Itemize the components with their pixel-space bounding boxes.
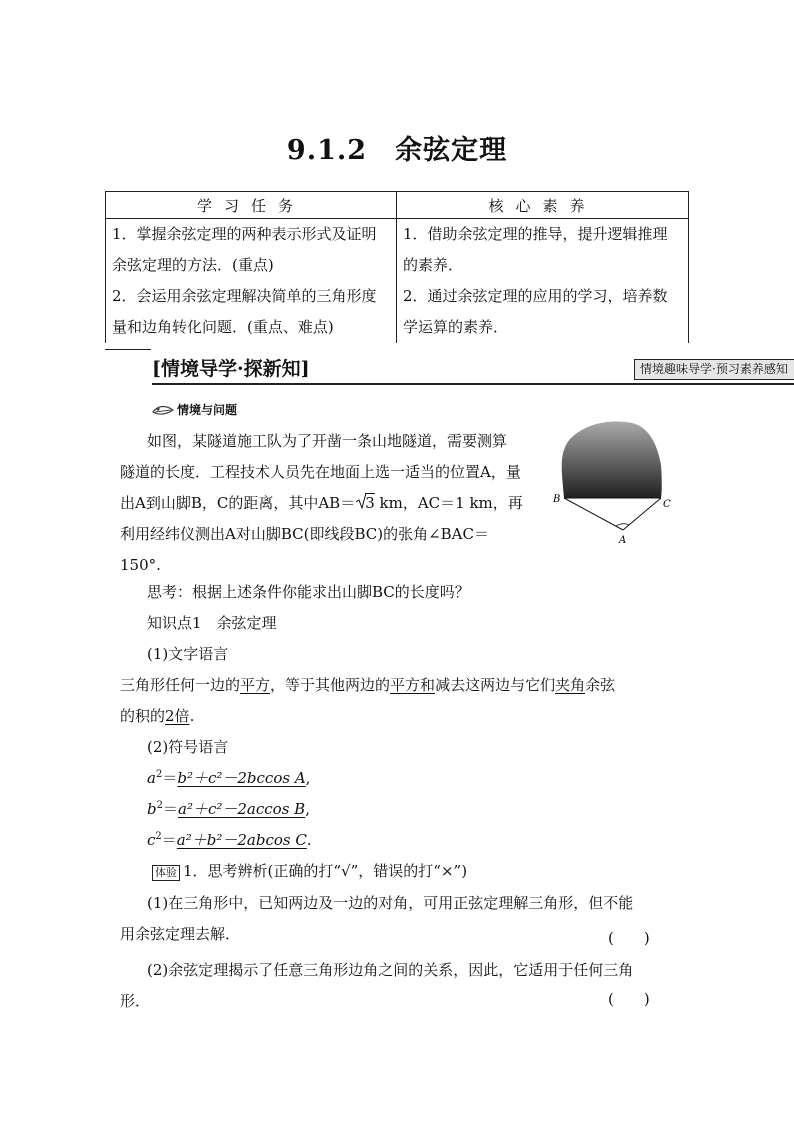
blank-twice: 2倍 [165, 707, 190, 725]
task-line: 2．会运用余弦定理解决简单的三角形度 [112, 287, 377, 305]
section-banner: [情境导学·探新知] [152, 358, 310, 380]
situation-line: 隧道的长度．工程技术人员先在地面上选一适当的位置A，量 [120, 463, 521, 481]
task-line: 量和边角转化问题．(重点、难点) [112, 318, 334, 336]
blank-square: 平方 [240, 676, 271, 694]
banner-tag: 情境趣味导学·预习素养感知 [634, 359, 794, 380]
core-literacy-cell [397, 219, 689, 344]
formula-b: $b^2=a^2+c^2-2accos$ B, [147, 800, 310, 818]
situation-line: 利用经纬仪测出A对山脚BC(即线段BC)的张角∠BAC＝ [120, 525, 489, 543]
question-2-line: (2)余弦定理揭示了任意三角形边角之间的关系，因此，它适用于任何三角 [147, 961, 634, 979]
formula-rhs: a²＋b²－2abcos C [176, 831, 307, 849]
answer-blank-1[interactable]: ( ) [608, 929, 650, 947]
literacy-line: 的素养． [403, 256, 464, 274]
question-2-line: 形． [120, 992, 151, 1010]
page-title [0, 128, 794, 167]
situation-label: 情境与问题 [177, 403, 238, 417]
formula-rhs: b²＋c²－2bccos A [177, 769, 306, 787]
practice-badge: 体验 [152, 865, 180, 881]
text-language-line: 三角形任何一边的平方，等于其他两边的平方和减去这两边与它们夹角余弦 [120, 676, 616, 694]
question-1-line: (1)在三角形中，已知两边及一边的对角，可用正弦定理解三角形，但不能 [147, 894, 634, 912]
blank-included-angle: 夹角 [555, 676, 586, 694]
section-number: 9.1.2 [286, 135, 368, 166]
leaf-icon [152, 404, 174, 416]
formula-c: $c^2=a^2+b^2-2abcos$ C. [147, 831, 312, 849]
question-1-line: 用余弦定理去解． [120, 925, 241, 943]
angle-mark [616, 524, 629, 526]
mountain-shape [562, 422, 662, 498]
label-a: A [619, 535, 627, 545]
formula-a: $a^2=b^2+c^2-2bccos$ A, [147, 769, 311, 787]
text-language-heading: (1)文字语言 [147, 645, 229, 663]
situation-line: 如图，某隧道施工队为了开凿一条山地隧道，需要测算 [147, 432, 508, 450]
table-bottom-border [105, 349, 151, 350]
literacy-line: 1．借助余弦定理的推导，提升逻辑推理 [403, 225, 668, 243]
label-b: B [553, 494, 561, 505]
practice-intro: 体验 1．思考辨析(正确的打“√”，错误的打“×”) [152, 856, 467, 887]
answer-blank-2[interactable]: ( ) [608, 990, 650, 1008]
label-c: C [663, 499, 671, 510]
situation-line: 出A到山脚B，C的距离，其中AB＝ 3 km，AC＝1 km，再 [120, 494, 523, 512]
mountain-tunnel-figure [548, 413, 678, 545]
objectives-table [105, 191, 689, 343]
knowledge-point-title: 知识点1 余弦定理 [147, 614, 277, 632]
line-ab [564, 498, 623, 530]
task-line: 1．掌握余弦定理的两种表示形式及证明 [112, 225, 377, 243]
literacy-line: 2．通过余弦定理的应用的学习，培养数 [403, 287, 668, 305]
text-language-line: 的积的2倍. [120, 707, 195, 725]
situation-heading [152, 401, 237, 418]
symbol-language-heading: (2)符号语言 [147, 738, 229, 756]
section-title: 余弦定理 [395, 135, 508, 166]
header-core-literacy: 核心素养 [397, 192, 689, 219]
header-learning-tasks: 学习任务 [106, 192, 397, 219]
formula-rhs: a²＋c²－2accos B [178, 800, 306, 818]
think-question: 思考：根据上述条件你能求出山脚BC的长度吗？ [147, 583, 470, 601]
literacy-line: 学运算的素养． [403, 318, 509, 336]
situation-line: 150°. [120, 556, 161, 574]
learning-tasks-cell [106, 219, 397, 344]
task-line: 余弦定理的方法．(重点) [112, 256, 274, 274]
banner-rule [152, 383, 794, 385]
blank-sum-of-squares: 平方和 [390, 676, 436, 694]
